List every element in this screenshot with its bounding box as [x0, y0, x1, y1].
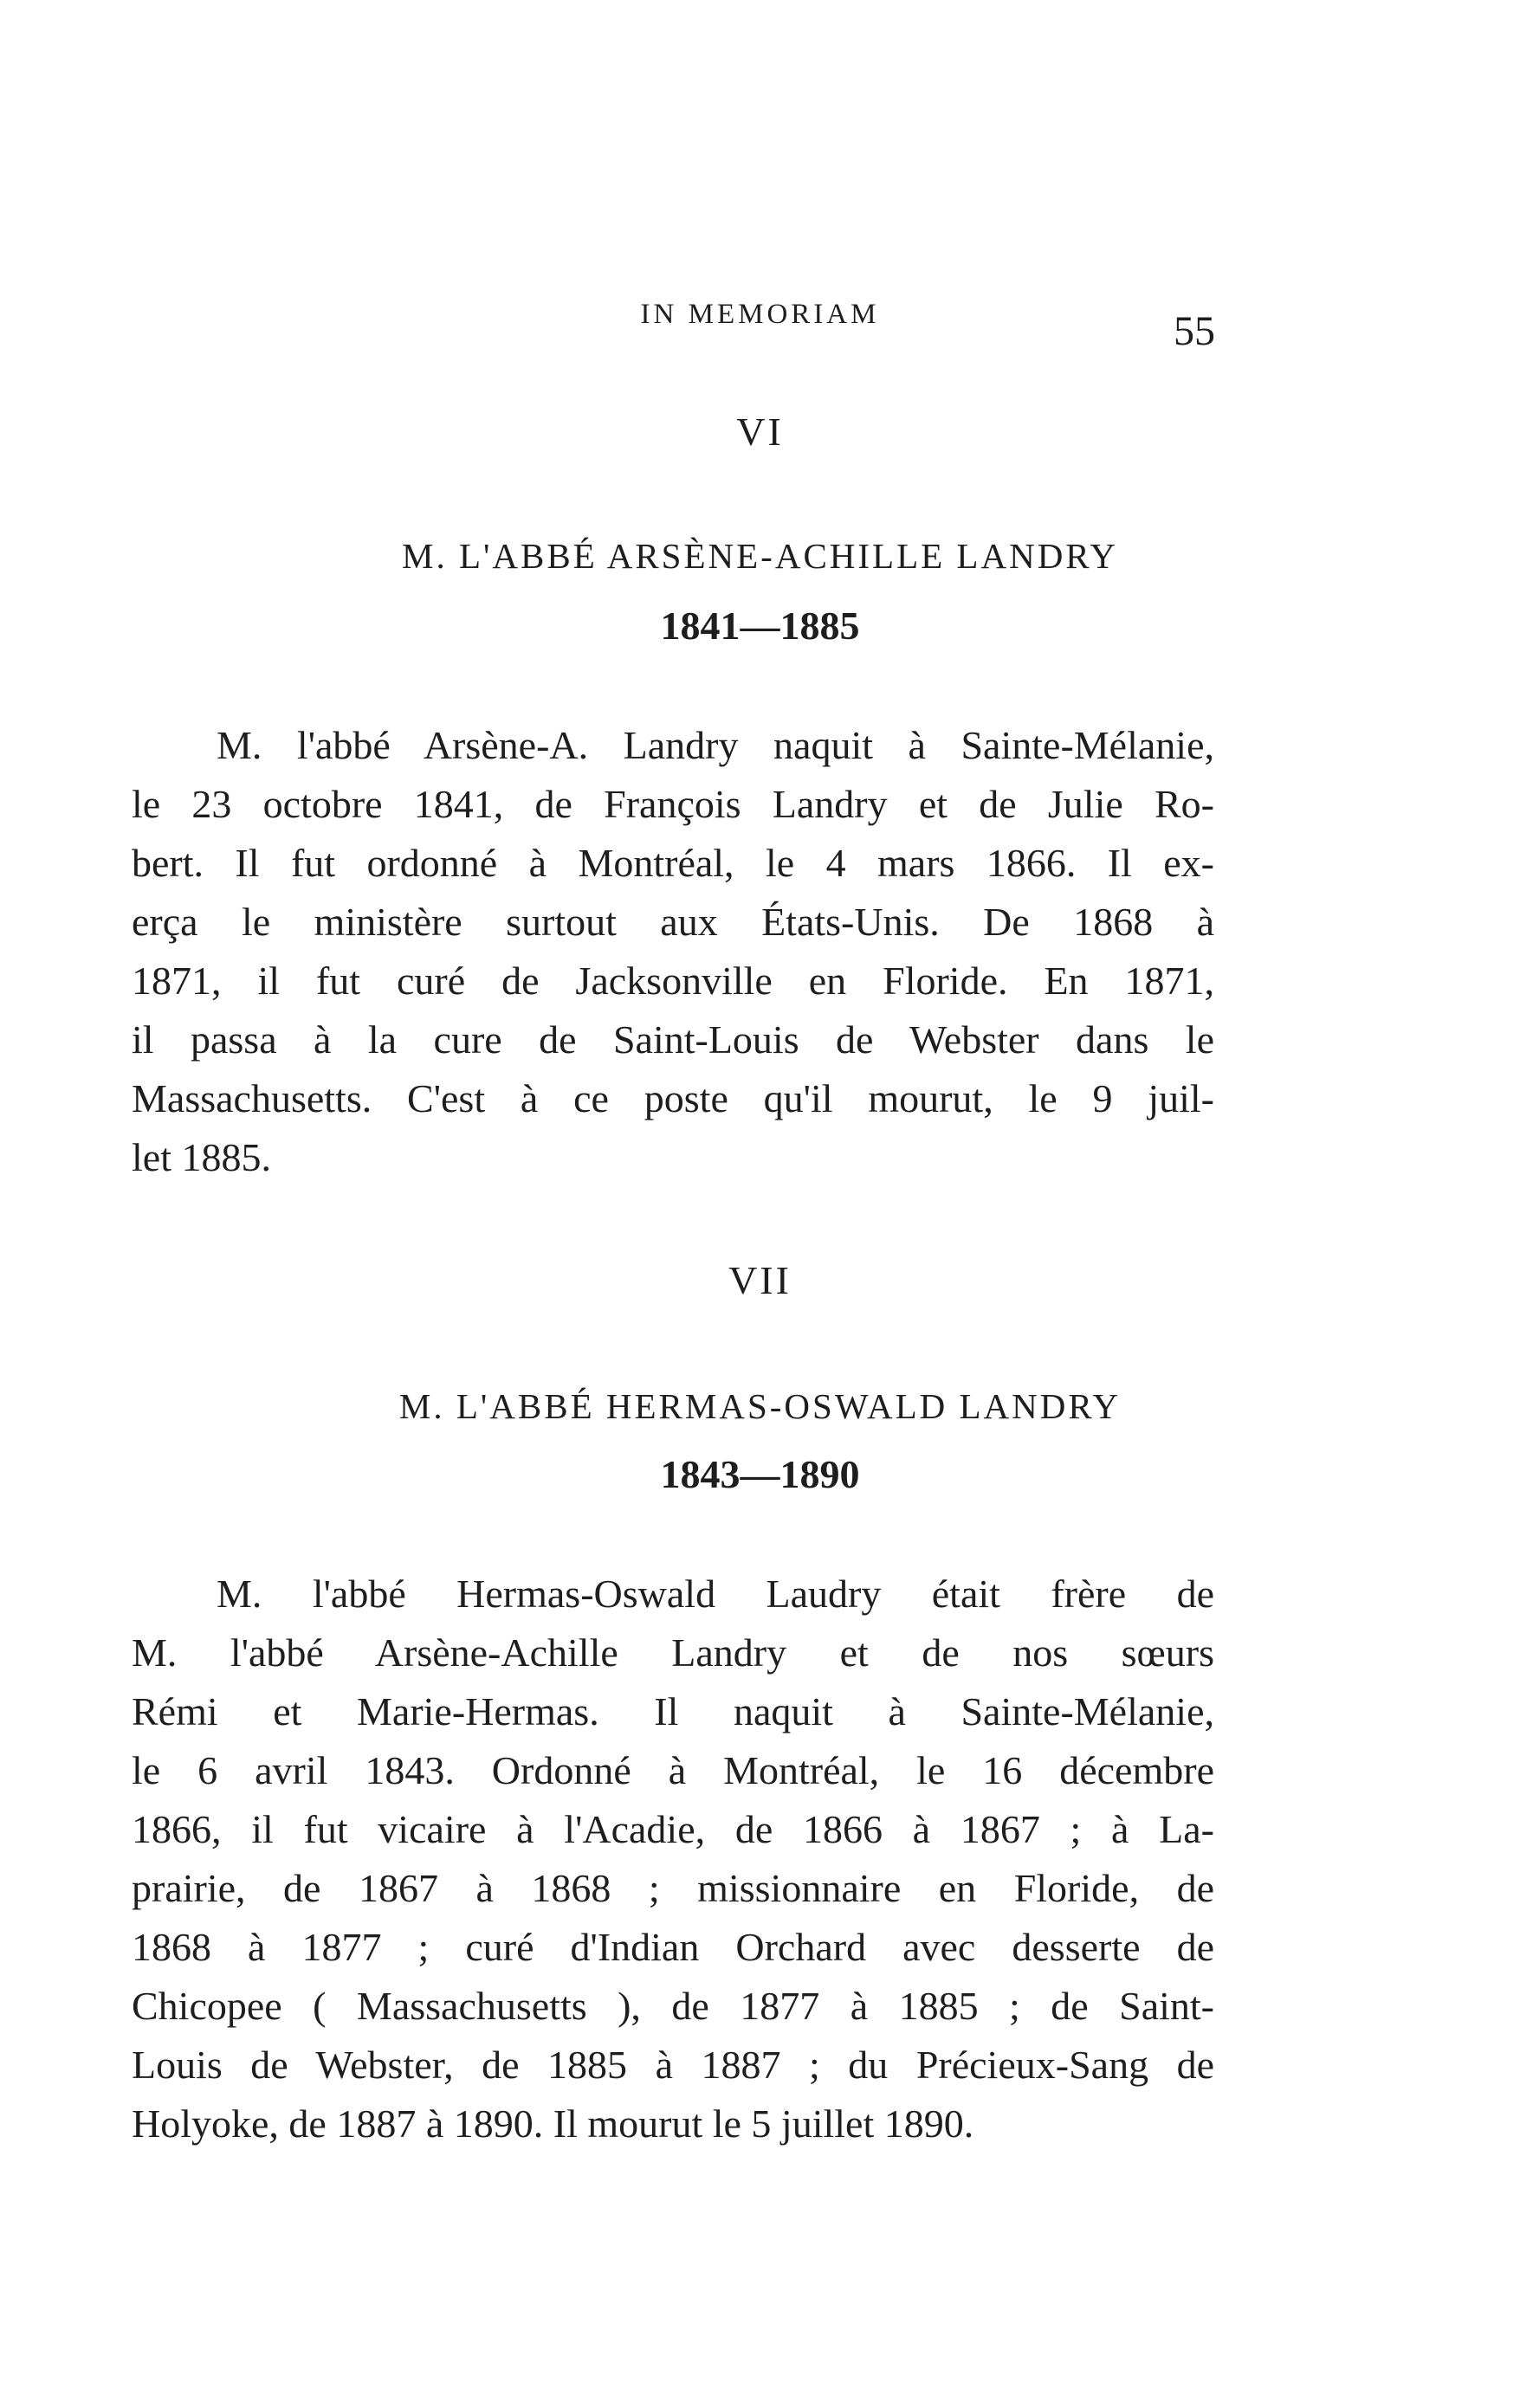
paragraph-line: il passa à la cure de Saint-Louis de Webster dans le [132, 1017, 1214, 1062]
paragraph-line: le 23 octobre 1841, de François Landry et de Julie Ro- [132, 782, 1214, 826]
paragraph-line: Holyoke, de 1887 à 1890. Il mourut le 5 juillet 1890. [132, 2101, 974, 2146]
paragraph-line: le 6 avril 1843. Ordonné à Montréal, le 16 décembre [132, 1748, 1214, 1792]
paragraph-line: Louis de Webster, de 1885 à 1887 ; du Précieux-Sang de [132, 2043, 1214, 2087]
paragraph-line: Chicopee ( Massachusetts ), de 1877 à 1885 ; de Saint- [132, 1984, 1214, 2028]
section-dates: 1843—1890 [660, 1452, 860, 1496]
section-numeral: VII [728, 1258, 792, 1302]
section-dates: 1841—1885 [660, 604, 860, 648]
paragraph-line: M. l'abbé Hermas-Oswald Laudry était frère de [217, 1572, 1214, 1616]
paragraph-line: M. l'abbé Arsène-Achille Landry et de nos sœurs [132, 1630, 1214, 1675]
paragraph-line: prairie, de 1867 à 1868 ; missionnaire en Floride, de [132, 1866, 1214, 1910]
paragraph-line: M. l'abbé Arsène-A. Landry naquit à Sainte-Mélanie, [217, 723, 1214, 767]
section-numeral: VI [736, 410, 784, 454]
paragraph-line: 1871, il fut curé de Jacksonville en Floride. En 1871, [132, 959, 1214, 1003]
section-name: M. L'ABBÉ HERMAS-OSWALD LANDRY [398, 1386, 1122, 1426]
paragraph-line: erça le ministère surtout aux États-Unis. De 1868 à [132, 900, 1214, 944]
paragraph-line: Rémi et Marie-Hermas. Il naquit à Sainte-Mélanie, [132, 1689, 1214, 1733]
paragraph-line: 1866, il fut vicaire à l'Acadie, de 1866 à 1867 ; à La- [132, 1807, 1214, 1851]
paragraph-line: 1868 à 1877 ; curé d'Indian Orchard avec desserte de [132, 1925, 1214, 1969]
paragraph-line: let 1885. [132, 1135, 271, 1179]
paragraph-line: bert. Il fut ordonné à Montréal, le 4 mars 1866. Il ex- [132, 841, 1214, 885]
running-title: IN MEMORIAM [640, 299, 880, 330]
paragraph-line: Massachusetts. C'est à ce poste qu'il mourut, le 9 juil- [132, 1076, 1214, 1120]
page-number: 55 [1174, 308, 1215, 354]
section-name: M. L'ABBÉ ARSÈNE-ACHILLE LANDRY [402, 536, 1118, 576]
